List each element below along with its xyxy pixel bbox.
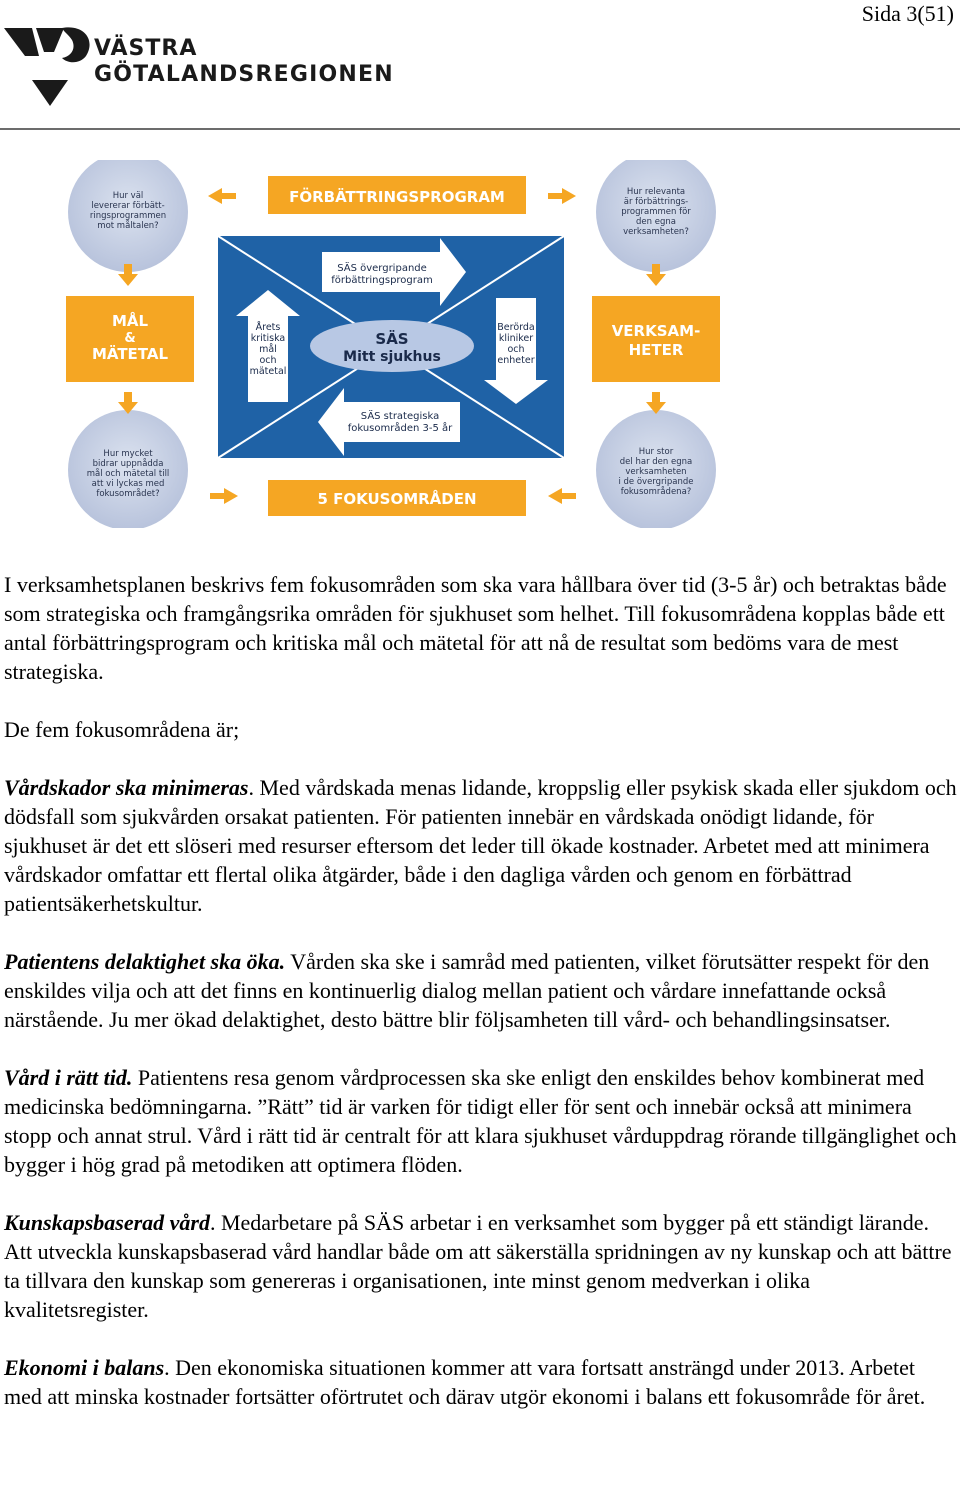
q-top-right-line1: Hur relevanta [626, 187, 686, 197]
arrow-bottom-line1: SÄS strategiska [360, 411, 440, 422]
paragraph-kunskap [4, 1208, 958, 1324]
program-banner-label: FÖRBÄTTRINGSPROGRAM [289, 188, 505, 206]
arrow-top-line2: förbättringsprogram [331, 275, 433, 286]
paragraph-ratt-tid [4, 1063, 958, 1179]
paragraph-delaktighet [4, 947, 958, 1034]
page-number: Sida 3(51) [861, 1, 954, 26]
units-box-line2: HETER [628, 341, 684, 359]
goals-box-line1: MÅL [111, 312, 149, 330]
center-line2: Mitt sjukhus [343, 349, 441, 365]
paragraph-ekonomi [4, 1353, 958, 1411]
q-bottom-left-line4: att vi lyckas med [91, 479, 165, 489]
q-top-left-line3: ringsprogrammen [89, 211, 167, 221]
q-bottom-right-line5: fokusområdena? [620, 487, 692, 497]
q-bottom-right-line3: verksamheten [625, 467, 687, 477]
q-bottom-left-line1: Hur mycket [103, 449, 153, 459]
q-top-left-line4: mot måltalen? [97, 221, 159, 231]
goals-box-line2: & [124, 331, 136, 346]
body-text [4, 570, 958, 1440]
paragraph-intro [4, 570, 958, 686]
vgr-logo [2, 22, 392, 108]
q-bottom-left-line5: fokusområdet? [96, 489, 160, 499]
arrow-right-line4: enheter [497, 355, 535, 366]
strategy-diagram [60, 160, 730, 528]
arrow-right-line2: kliniker [498, 333, 534, 344]
logo-text-line1: VÄSTRA [94, 36, 198, 61]
paragraph-ratt-tid-text: Patientens resa genom vårdprocessen ska ske enligt den enskildes behov kombinerat med medicinska bedömningarna. ”Rätt” tid är varken för tidigt eller för sent och innebär också att minimera stopp och annat strul. Vård i rätt tid är centralt för att klara sjukhuset vårduppdrag rörande tillgänglighet och bygger i hög grad på metodiken att optimera flöden. [4, 1065, 957, 1177]
q-top-right-line3: programmen för [621, 207, 691, 217]
paragraph-list-intro-text: De fem fokusområdena är; [4, 717, 240, 742]
paragraph-list-intro [4, 715, 958, 744]
arrow-left-line4: och [259, 355, 277, 366]
q-top-right-line2: är förbättrings- [623, 197, 689, 207]
q-bottom-right-line1: Hur stor [638, 447, 674, 457]
focus-banner-label: 5 FOKUSOMRÅDEN [317, 490, 477, 508]
paragraph-delaktighet-text: Vården ska ske i samråd med patienten, vilket förutsätter respekt för den enskildes vilja och att det finns en kontinuerlig dialog mellan patient och vårdare innefattande också närstående. Ju mer ökad delaktighet, desto bättre blir följsamheten till vård- och behandlingsinsatser. [4, 949, 930, 1032]
logo-text-line2: GÖTALANDSREGIONEN [94, 62, 394, 87]
arrow-left-line1: Årets [255, 322, 281, 333]
heading-kunskap: Kunskapsbaserad vård [4, 1210, 210, 1235]
arrow-right-line1: Berörda [497, 322, 535, 333]
header-divider [0, 128, 960, 130]
q-bottom-left-line2: bidrar uppnådda [92, 459, 164, 469]
q-top-right-line4: den egna [636, 217, 676, 227]
arrow-left-line2: kritiska [250, 333, 286, 344]
heading-ekonomi: Ekonomi i balans [4, 1355, 165, 1380]
paragraph-ekonomi-text: . Den ekonomiska situationen kommer att vara fortsatt ansträngd under 2013. Arbetet med att minska kostnader fortsätter oförtrutet och därav utgör ekonomi i balans ett fokusområde för året. [4, 1355, 926, 1409]
goals-box-line3: MÄTETAL [91, 345, 169, 363]
heading-vardskador: Vårdskador ska minimeras [4, 775, 249, 800]
q-top-right-line5: verksamheten? [623, 227, 689, 237]
q-top-left-line2: levererar förbätt- [91, 201, 165, 211]
arrow-top-line1: SÄS övergripande [337, 263, 427, 274]
units-box-line1: VERKSAM- [611, 322, 701, 340]
paragraph-kunskap-text: . Medarbetare på SÄS arbetar i en verksamhet som bygger på ett ständigt lärande. Att utveckla kunskapsbaserad vård handlar både om att säkerställa spridningen av ny kunskap och att bättre ta tillvara den kunskap som genereras i organisationen, inte minst genom medverkan i olika kvalitetsregister. [4, 1210, 952, 1322]
paragraph-vardskador-text: . Med vårdskada menas lidande, kroppslig eller psykisk skada eller sjukdom och dödsfall som sjukvården orsakat patienten. För patienten innebär en vårdskada onödigt lidande, för sjukhuset är det ett slöseri med resurser eftersom det leder till ökade kostnader. Arbetet med att minimera vårdskador omfattar ett flertal olika åtgärder, både i den dagliga vården och genom en förbättrad patientsäkerhetskultur. [4, 775, 957, 916]
arrow-right-line3: och [507, 344, 525, 355]
paragraph-vardskador [4, 773, 958, 918]
paragraph-intro-text: I verksamhetsplanen beskrivs fem fokusområden som ska vara hållbara över tid (3-5 år) och betraktas både som strategiska och framgångsrika områden för sjukhuset som helhet. Till fokusområdena kopplas både ett antal förbättringsprogram och kritiska mål och mätetal för att nå de resultat som bedöms vara de mest strategiska. [4, 572, 947, 684]
heading-ratt-tid: Vård i rätt tid. [4, 1065, 133, 1090]
arrow-bottom-line2: fokusområden 3-5 år [347, 423, 453, 434]
center-line1: SÄS [375, 330, 409, 348]
q-bottom-right-line4: i de övergripande [618, 477, 694, 487]
q-bottom-left-line3: mål och mätetal till [86, 469, 170, 479]
q-bottom-right-line2: del har den egna [619, 457, 693, 467]
heading-delaktighet: Patientens delaktighet ska öka. [4, 949, 286, 974]
arrow-left-line5: mätetal [249, 366, 287, 377]
arrow-left-line3: mål [259, 344, 277, 355]
vgr-logo-mark [2, 22, 94, 108]
q-top-left-line1: Hur väl [112, 191, 144, 201]
